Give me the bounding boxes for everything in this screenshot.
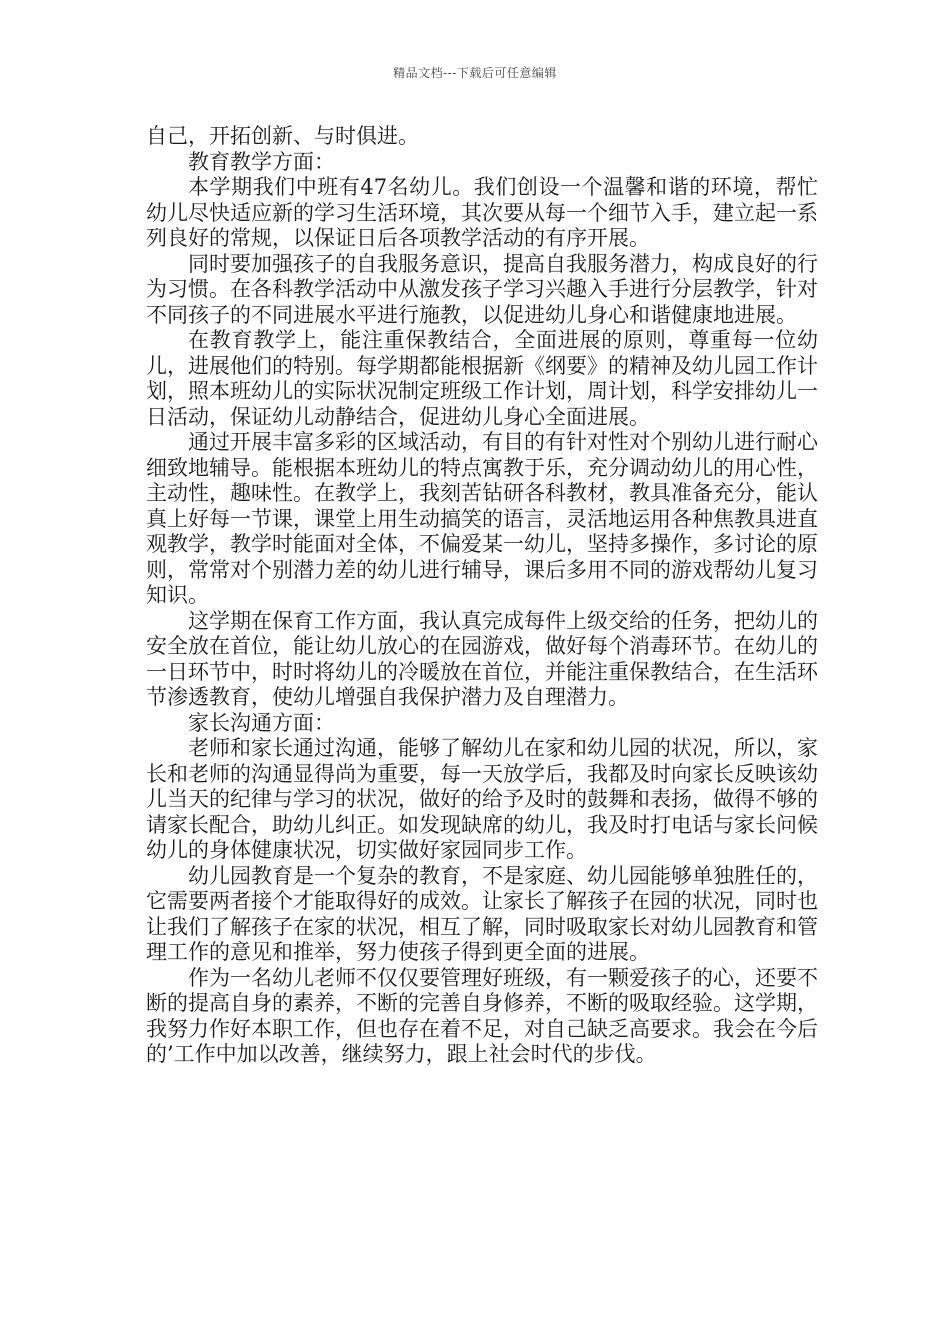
- paragraph: 本学期我们中班有47名幼儿。我们创设一个温馨和谐的环境，帮忙幼儿尽快适应新的学习生活环境，其次要从每一个细节入手，建立起一系列良好的常规，以保证日后各项教学活动的有序开展。: [146, 175, 818, 250]
- paragraph: 作为一名幼儿老师不仅仅要管理好班级，有一颗爱孩子的心，还要不断的提高自身的素养，不断的完善自身修养，不断的吸取经验。这学期，我努力作好本职工作，但也存在着不足，对自己缺乏高要求。我会在今后的’工作中加以改善，继续努力，跟上社会时代的步伐。: [146, 965, 818, 1066]
- document-body: [146, 124, 818, 1068]
- section-heading-parents: 家长沟通方面：: [188, 710, 335, 735]
- paragraph: 自己，开拓创新、与时俱进。: [146, 124, 419, 148]
- paragraph: 同时要加强孩子的自我服务意识，提高自我服务潜力，构成良好的行为习惯。在各科教学活动中从激发孩子学习兴趣入手进行分层教学，针对不同孩子的不同进展水平进行施教，以促进幼儿身心和谐健康地进展。: [146, 251, 818, 327]
- paragraph: 这学期在保育工作方面，我认真完成每件上级交给的任务，把幼儿的安全放在首位，能让幼儿放心的在园游戏，做好每个消毒环节。在幼儿的一日环节中，时时将幼儿的冷暖放在首位，并能注重保教结合，在生活环节渗透教育，使幼儿增强自我保护潜力及自理潜力。: [146, 608, 818, 709]
- section-heading-teaching: 教育教学方面：: [188, 149, 335, 174]
- page-header: 精品文档---下载后可任意编辑: [393, 66, 557, 80]
- paragraph: 幼儿园教育是一个复杂的教育，不是家庭、幼儿园能够单独胜任的，它需要两者接个才能取得好的成效。让家长了解孩子在园的状况，同时也让我们了解孩子在家的状况，相互了解，同时吸取家长对幼儿园教育和管理工作的意见和推举，努力使孩子得到更全面的进展。: [146, 863, 818, 964]
- paragraph: 通过开展丰富多彩的区域活动，有目的有针对性对个别幼儿进行耐心细致地辅导。能根据本班幼儿的特点寓教于乐，充分调动幼儿的用心性，主动性，趣味性。在教学上，我刻苦钻研各科教材，教具准备充分，能认真上好每一节课，课堂上用生动搞笑的语言，灵活地运用各种焦教具进直观教学，教学时能面对全体，不偏爱某一幼儿，坚持多操作，多讨论的原则，常常对个别潜力差的幼儿进行辅导，课后多用不同的游戏帮幼儿复习知识。: [146, 430, 818, 607]
- paragraph: 老师和家长通过沟通，能够了解幼儿在家和幼儿园的状况，所以，家长和老师的沟通显得尚为重要，每一天放学后，我都及时向家长反映该幼儿当天的纪律与学习的状况，做好的给予及时的鼓舞和表扬，做得不够的请家长配合，助幼儿纠正。如发现缺席的幼儿，我及时打电话与家长问候幼儿的身体健康状况，切实做好家园同步工作。: [146, 736, 818, 862]
- paragraph: 在教育教学上，能注重保教结合，全面进展的原则，尊重每一位幼儿，进展他们的特别。每学期都能根据新《纲要》的精神及幼儿园工作计划，照本班幼儿的实际状况制定班级工作计划，周计划，科学安排幼儿一日活动，保证幼儿动静结合，促进幼儿身心全面进展。: [146, 328, 818, 429]
